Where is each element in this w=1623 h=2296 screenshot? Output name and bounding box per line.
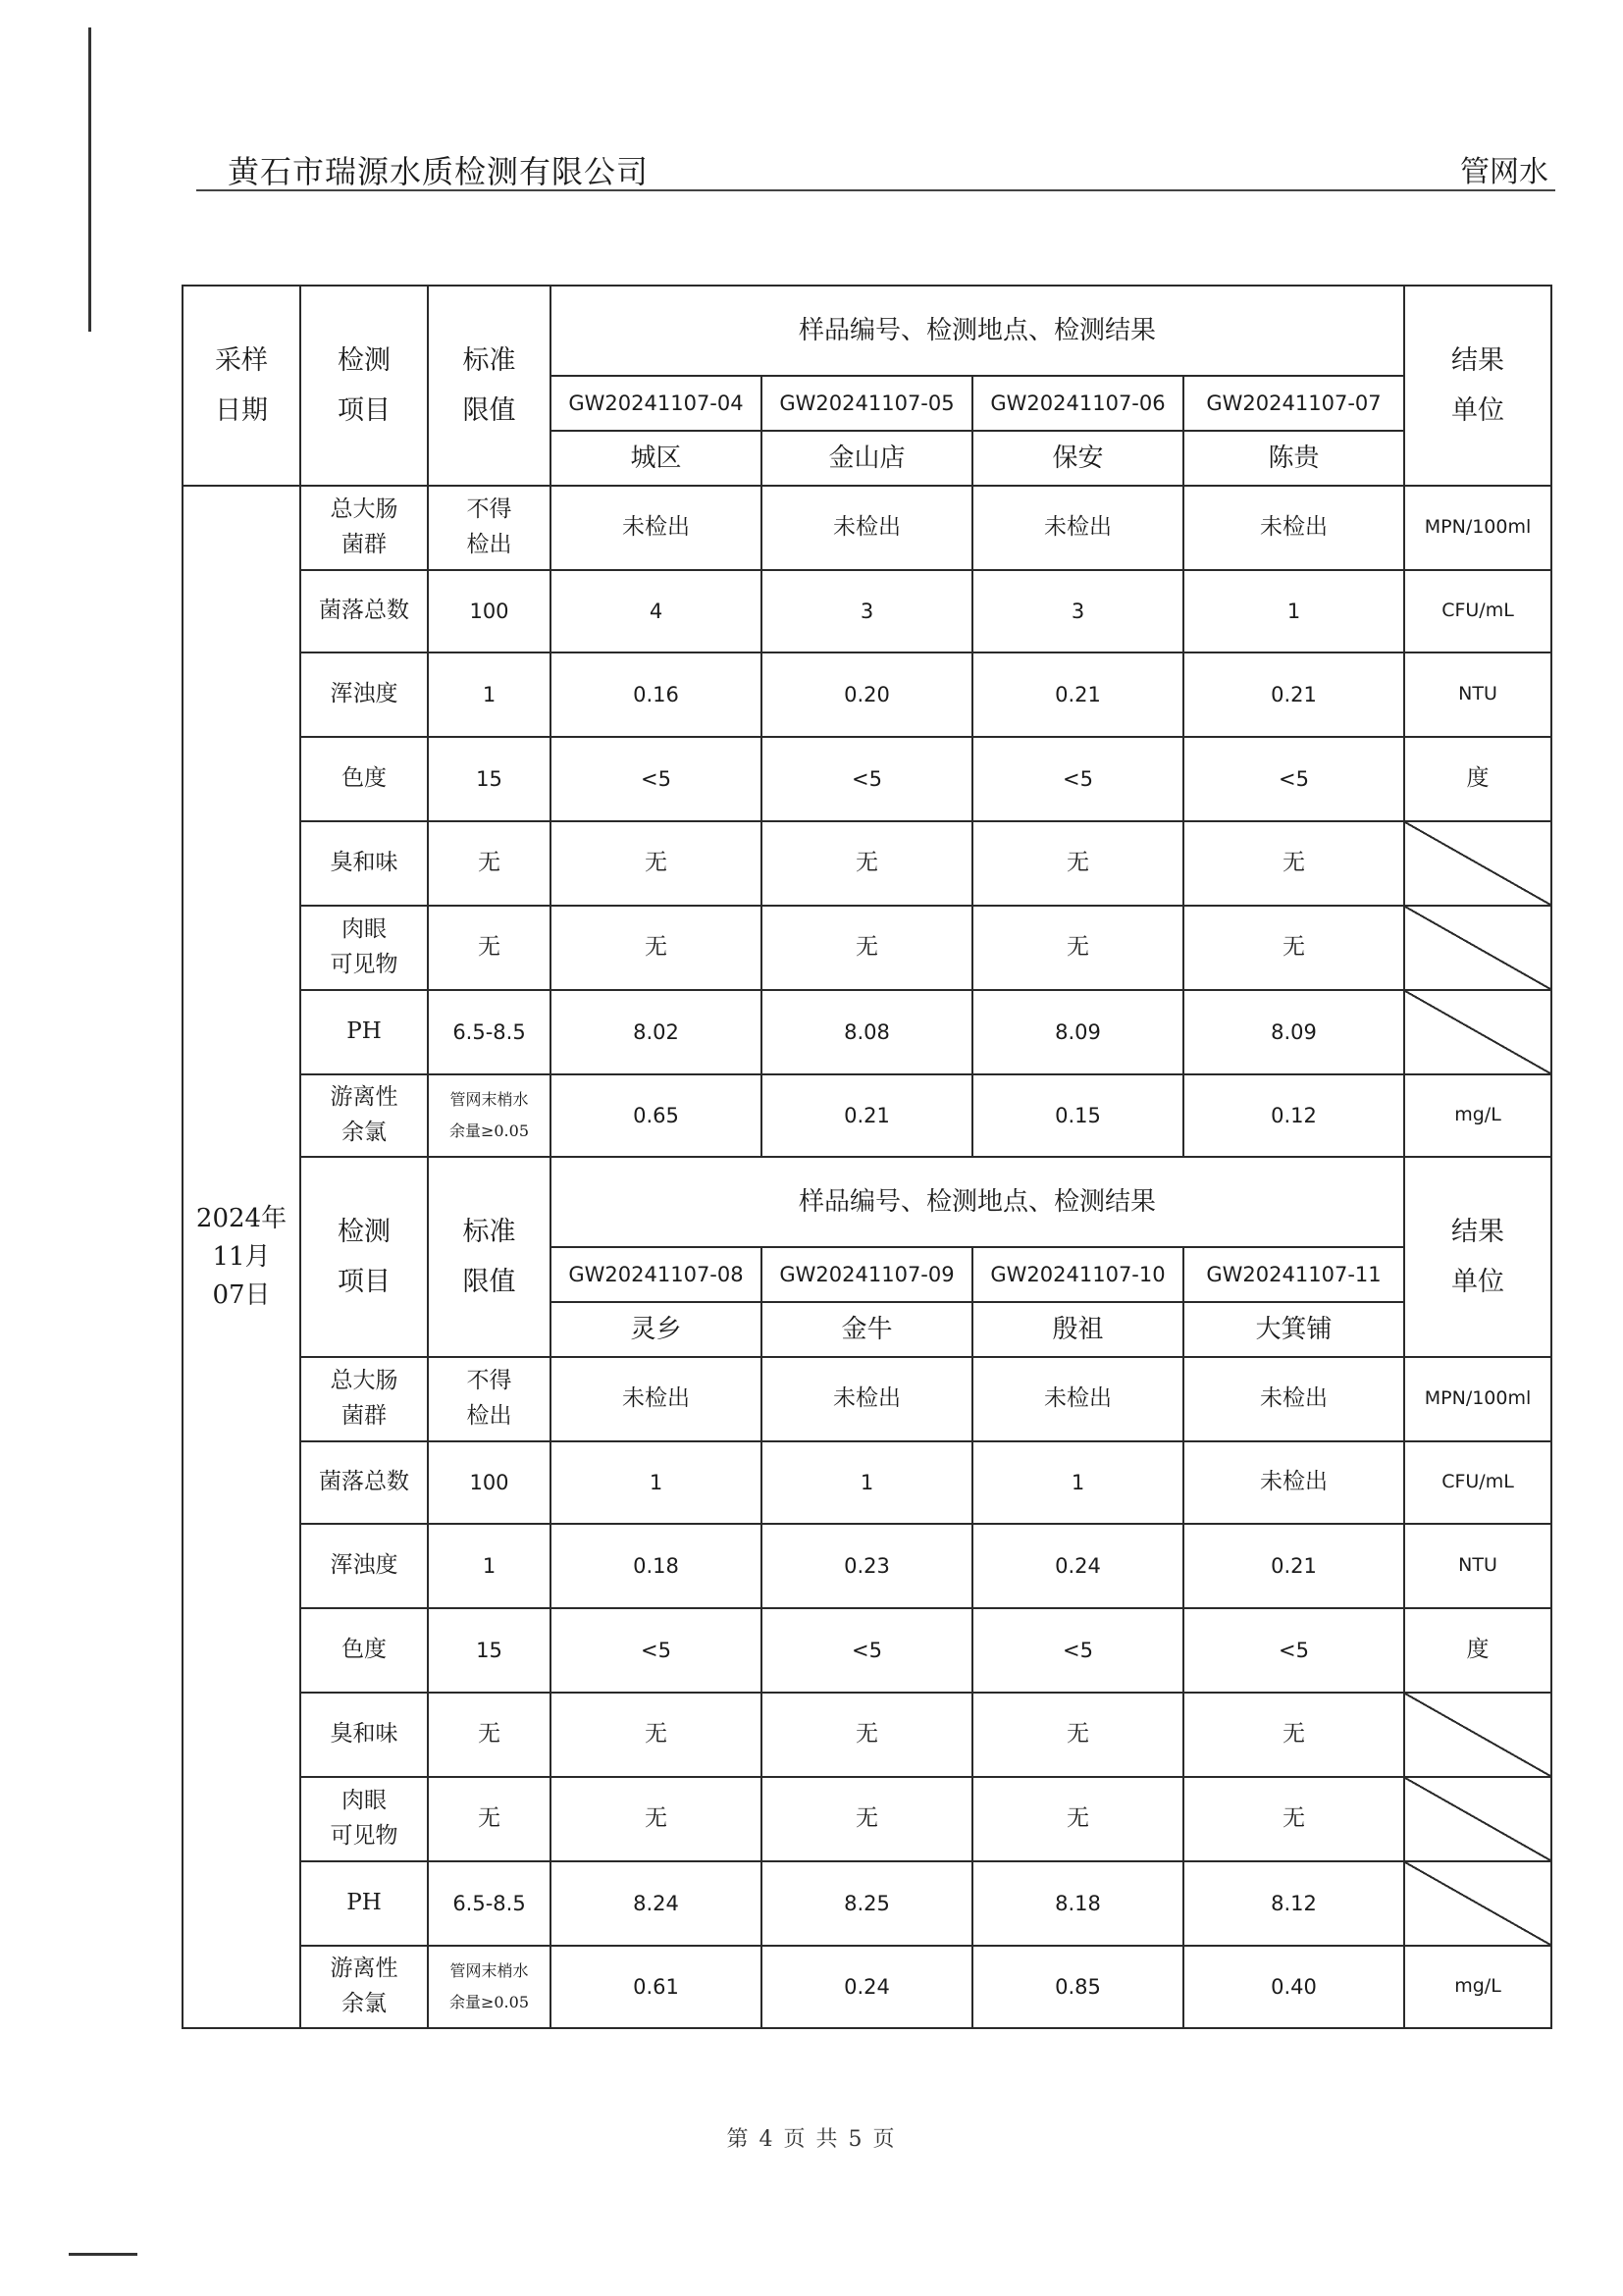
standard-limit-line: 无 [478,1805,500,1832]
test-item [300,1777,428,1861]
test-item [300,486,428,570]
header-row [183,286,1551,376]
result-value: 0.21 [1183,652,1404,737]
test-item [300,570,428,652]
test-item [300,906,428,990]
result-value: 8.25 [761,1861,972,1946]
standard-limit [428,652,550,737]
result-value: 1 [972,1441,1183,1524]
standard-header-label: 标准限值 [462,1216,516,1297]
result-row [183,1861,1551,1946]
standard-limit [428,737,550,821]
result-unit: 度 [1404,1608,1551,1693]
result-unit-empty [1404,906,1551,990]
standard-limit [428,990,550,1074]
result-row [183,1357,1551,1441]
standard-limit [428,1524,550,1608]
result-value: 无 [761,1693,972,1777]
test-item-line: PH [346,1018,382,1045]
sample-location: 殷祖 [972,1302,1183,1357]
result-value: 未检出 [1183,1357,1404,1441]
item-header-label: 检测项目 [338,344,391,426]
result-unit: MPN/100ml [1404,486,1551,570]
sample-code: GW20241107-04 [550,376,761,431]
standard-limit-line: 1 [482,1553,497,1578]
result-unit: NTU [1404,652,1551,737]
header-divider [196,189,1555,191]
result-value: 1 [1183,570,1404,652]
result-value: 未检出 [550,486,761,570]
result-value: <5 [761,1608,972,1693]
result-row [183,1777,1551,1861]
test-item-line: 余氯 [341,1120,387,1145]
standard-limit-line: 15 [476,1638,502,1662]
standard-header-label: 标准限值 [462,344,516,426]
results-header: 样品编号、检测地点、检测结果 [550,286,1404,376]
standard-header [428,1157,550,1357]
standard-limit-line: 检出 [466,1403,512,1429]
sample-code: GW20241107-05 [761,376,972,431]
standard-limit-line: 15 [476,766,502,791]
test-item [300,990,428,1074]
standard-limit [428,1946,550,2028]
standard-limit-line: 余量≥0.05 [448,1122,530,1140]
test-item-line: 菌群 [341,1403,387,1429]
standard-limit [428,570,550,652]
standard-limit-line: 100 [469,1470,509,1494]
standard-limit [428,1608,550,1693]
scan-edge-mark [69,2253,137,2256]
test-item-line: 菌落总数 [319,598,409,624]
result-value: 0.16 [550,652,761,737]
result-value: 无 [1183,1777,1404,1861]
result-value: 1 [550,1441,761,1524]
result-unit: MPN/100ml [1404,1357,1551,1441]
standard-limit-line: 6.5-8.5 [452,1019,526,1044]
result-value: 0.20 [761,652,972,737]
test-item [300,1946,428,2028]
result-unit-empty [1404,1861,1551,1946]
result-unit-empty [1404,1777,1551,1861]
result-value: 0.12 [1183,1074,1404,1157]
result-value: <5 [761,737,972,821]
sampling-date [183,486,300,2028]
standard-header [428,286,550,486]
standard-limit-line: 余量≥0.05 [448,1993,530,2011]
test-item-line: 菌群 [341,532,387,557]
result-value: 8.18 [972,1861,1183,1946]
test-item-line: 可见物 [330,1823,398,1849]
test-item [300,1693,428,1777]
result-value: 未检出 [1183,1441,1404,1524]
test-item-line: 浑浊度 [330,1552,398,1579]
result-row [183,486,1551,570]
test-item-line: 色度 [341,765,387,792]
standard-limit-line: 管网末梢水 [449,1961,529,1980]
result-unit: mg/L [1404,1074,1551,1157]
result-value: 未检出 [1183,486,1404,570]
sample-location: 保安 [972,431,1183,486]
result-value: 无 [972,821,1183,906]
sampling-date-header-label: 采样日期 [215,344,268,426]
result-value: <5 [972,737,1183,821]
result-value: 8.08 [761,990,972,1074]
unit-header-label: 结果单位 [1451,344,1505,426]
test-item-line: 肉眼 [341,1788,387,1814]
sampling-date-month: 11月 [212,1241,271,1272]
result-value: 无 [972,1693,1183,1777]
test-item-line: 游离性 [330,1956,398,1982]
test-item [300,1441,428,1524]
item-header [300,1157,428,1357]
standard-limit-line: 无 [478,1721,500,1748]
result-row [183,1693,1551,1777]
unit-header-label: 结果单位 [1451,1216,1505,1297]
sample-code: GW20241107-06 [972,376,1183,431]
standard-limit-line: 无 [478,850,500,876]
header-water-type: 管网水 [1460,155,1548,189]
test-item [300,1357,428,1441]
result-value: 无 [550,821,761,906]
standard-limit [428,1357,550,1441]
test-item-line: 余氯 [341,1991,387,2016]
result-value: 8.12 [1183,1861,1404,1946]
standard-limit-line: 6.5-8.5 [452,1891,526,1915]
result-value: 4 [550,570,761,652]
standard-limit [428,486,550,570]
test-item-line: 游离性 [330,1084,398,1111]
item-header [300,286,428,486]
result-value: 未检出 [550,1357,761,1441]
sample-location: 大箕铺 [1183,1302,1404,1357]
result-value: 0.23 [761,1524,972,1608]
sample-location: 灵乡 [550,1302,761,1357]
standard-limit [428,1074,550,1157]
test-item-line: 总大肠 [330,1368,398,1394]
standard-limit-line: 检出 [466,532,512,557]
result-value: <5 [1183,1608,1404,1693]
result-value: 0.61 [550,1946,761,2028]
result-value: 未检出 [972,1357,1183,1441]
result-value: 0.24 [761,1946,972,2028]
result-value: 无 [761,821,972,906]
result-value: 0.40 [1183,1946,1404,2028]
result-value: 无 [1183,821,1404,906]
result-unit-empty [1404,821,1551,906]
test-item-line: 臭和味 [330,1721,398,1748]
result-value: 无 [550,1693,761,1777]
standard-limit-line: 不得 [466,496,512,523]
result-value: 0.21 [761,1074,972,1157]
result-value: <5 [1183,737,1404,821]
standard-limit [428,1861,550,1946]
test-item [300,1074,428,1157]
sample-code: GW20241107-08 [550,1247,761,1302]
result-value: 8.09 [972,990,1183,1074]
scan-edge-mark [88,27,91,332]
standard-limit-line: 管网末梢水 [449,1090,529,1109]
result-value: 未检出 [972,486,1183,570]
test-item [300,1608,428,1693]
result-row [183,906,1551,990]
result-value: 无 [972,906,1183,990]
result-value: 无 [550,906,761,990]
standard-limit [428,1441,550,1524]
test-report-table [182,285,1552,2029]
standard-limit [428,1777,550,1861]
result-value: 0.18 [550,1524,761,1608]
test-item-line: 可见物 [330,952,398,977]
result-row [183,1524,1551,1608]
sample-code: GW20241107-07 [1183,376,1404,431]
standard-limit [428,906,550,990]
sample-code: GW20241107-10 [972,1247,1183,1302]
result-value: 无 [1183,906,1404,990]
result-value: 无 [550,1777,761,1861]
test-item-line: 总大肠 [330,496,398,523]
header-company-name: 黄石市瑞源水质检测有限公司 [228,153,650,190]
page-number: 第 4 页 共 5 页 [726,2127,897,2152]
result-row [183,570,1551,652]
test-item [300,1524,428,1608]
test-item-line: 臭和味 [330,850,398,876]
test-item [300,821,428,906]
result-value: <5 [550,737,761,821]
result-row [183,1608,1551,1693]
test-item [300,652,428,737]
result-value: 无 [1183,1693,1404,1777]
sampling-date-day: 07日 [212,1279,271,1310]
test-item [300,1861,428,1946]
result-value: 未检出 [761,486,972,570]
result-value: 0.65 [550,1074,761,1157]
standard-limit-line: 1 [482,682,497,706]
sampling-date-year: 2024年 [195,1203,288,1233]
result-value: 0.21 [1183,1524,1404,1608]
result-unit: CFU/mL [1404,1441,1551,1524]
unit-header [1404,286,1551,486]
result-unit: mg/L [1404,1946,1551,2028]
sample-code: GW20241107-11 [1183,1247,1404,1302]
header-row [183,1157,1551,1247]
result-value: 3 [972,570,1183,652]
result-row [183,1946,1551,2028]
result-value: 0.21 [972,652,1183,737]
result-value: 无 [761,1777,972,1861]
sample-location: 金牛 [761,1302,972,1357]
result-value: 8.02 [550,990,761,1074]
result-unit: CFU/mL [1404,570,1551,652]
result-value: 8.24 [550,1861,761,1946]
test-item-line: 色度 [341,1637,387,1663]
result-value: 0.15 [972,1074,1183,1157]
test-item-line: PH [346,1890,382,1916]
test-item [300,737,428,821]
result-value: 0.24 [972,1524,1183,1608]
standard-limit [428,821,550,906]
result-row [183,1441,1551,1524]
standard-limit-line: 无 [478,934,500,961]
result-value: 1 [761,1441,972,1524]
result-value: 未检出 [761,1357,972,1441]
result-value: 无 [761,906,972,990]
test-item-line: 菌落总数 [319,1469,409,1495]
result-row [183,990,1551,1074]
result-value: 无 [972,1777,1183,1861]
result-row [183,737,1551,821]
result-value: <5 [972,1608,1183,1693]
standard-limit-line: 不得 [466,1368,512,1394]
result-row [183,652,1551,737]
results-header: 样品编号、检测地点、检测结果 [550,1157,1404,1247]
sample-code: GW20241107-09 [761,1247,972,1302]
result-unit: 度 [1404,737,1551,821]
sample-location: 陈贵 [1183,431,1404,486]
sampling-date-header [183,286,300,486]
test-item-line: 肉眼 [341,916,387,943]
standard-limit-line: 100 [469,599,509,623]
sample-location: 金山店 [761,431,972,486]
sample-location: 城区 [550,431,761,486]
result-value: <5 [550,1608,761,1693]
result-value: 0.85 [972,1946,1183,2028]
item-header-label: 检测项目 [338,1216,391,1297]
result-unit-empty [1404,990,1551,1074]
result-row [183,1074,1551,1157]
test-item-line: 浑浊度 [330,681,398,707]
result-value: 3 [761,570,972,652]
standard-limit [428,1693,550,1777]
result-row [183,821,1551,906]
result-unit-empty [1404,1693,1551,1777]
unit-header [1404,1157,1551,1357]
result-unit: NTU [1404,1524,1551,1608]
result-value: 8.09 [1183,990,1404,1074]
